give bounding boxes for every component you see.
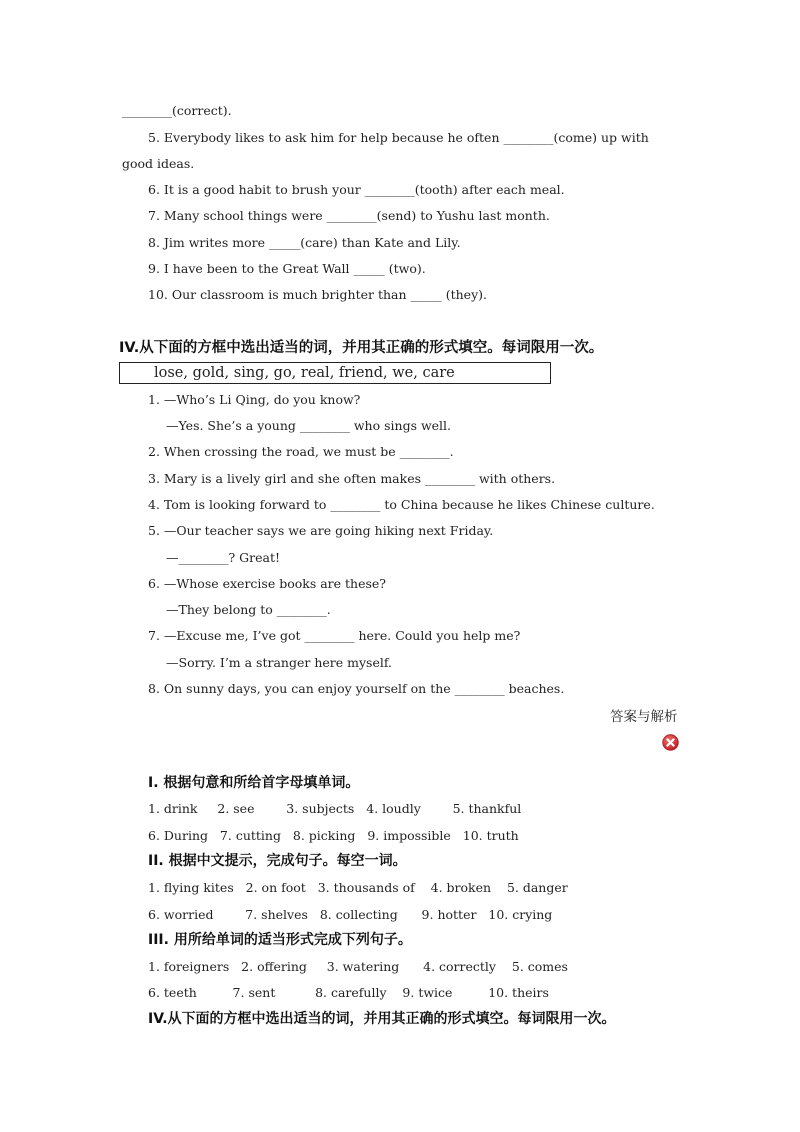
answer-row: 1. flying kites 2. on foot 3. thousands of 4. broken 5. danger (148, 880, 568, 895)
exercise-line: 7. —Excuse me, I’ve got ________ here. Could you help me? (148, 628, 521, 643)
answer-row: 6. During 7. cutting 8. picking 9. impossible 10. truth (148, 828, 519, 843)
answers-title[interactable]: 答案与解析 (610, 709, 678, 725)
exercise-line: 2. When crossing the road, we must be ________. (148, 444, 454, 459)
exercise-line: 8. Jim writes more _____(care) than Kate and Lily. (148, 235, 461, 250)
exercise-line: 4. Tom is looking forward to ________ to China because he likes Chinese culture. (148, 497, 655, 512)
answer-row: 1. foreigners 2. offering 3. watering 4. correctly 5. comes (148, 959, 568, 974)
exercise-line: ________(correct). (122, 103, 232, 118)
exercise-line: 10. Our classroom is much brighter than _____ (they). (148, 287, 487, 302)
section-heading: IV.从下面的方框中选出适当的词，并用其正确的形式填空。每词限用一次。 (119, 340, 604, 356)
exercise-line: 8. On sunny days, you can enjoy yourself on the ________ beaches. (148, 681, 565, 696)
section-heading: I. 根据句意和所给首字母填单词。 (148, 775, 360, 791)
exercise-line: good ideas. (122, 156, 195, 171)
exercise-line: —Sorry. I’m a stranger here myself. (166, 655, 392, 670)
exercise-line: 9. I have been to the Great Wall _____ (two). (148, 261, 426, 276)
section-heading: II. 根据中文提示，完成句子。每空一词。 (148, 853, 407, 869)
answer-row: 6. teeth 7. sent 8. carefully 9. twice 10. theirs (148, 985, 549, 1000)
exercise-line: —________? Great! (166, 550, 281, 565)
exercise-line: —They belong to ________. (166, 602, 331, 617)
exercise-line: —Yes. She’s a young ________ who sings well. (166, 418, 452, 433)
close-icon[interactable] (662, 734, 679, 751)
exercise-line: 5. —Our teacher says we are going hiking next Friday. (148, 523, 494, 538)
answer-row: 1. drink 2. see 3. subjects 4. loudly 5. thankful (148, 801, 522, 816)
section-heading: III. 用所给单词的适当形式完成下列句子。 (148, 932, 412, 948)
exercise-line: 6. It is a good habit to brush your ________(tooth) after each meal. (148, 182, 565, 197)
exercise-line: 5. Everybody likes to ask him for help because he often ________(come) up with (148, 130, 649, 145)
exercise-line: 7. Many school things were ________(send) to Yushu last month. (148, 208, 550, 223)
exercise-line: 1. —Who’s Li Qing, do you know? (148, 392, 361, 407)
exercise-line: 6. —Whose exercise books are these? (148, 576, 387, 591)
exercise-line: 3. Mary is a lively girl and she often makes ________ with others. (148, 471, 556, 486)
section-heading: IV.从下面的方框中选出适当的词，并用其正确的形式填空。每词限用一次。 (148, 1011, 616, 1027)
word-box: lose, gold, sing, go, real, friend, we, care (119, 362, 551, 384)
answer-row: 6. worried 7. shelves 8. collecting 9. hotter 10. crying (148, 907, 553, 922)
